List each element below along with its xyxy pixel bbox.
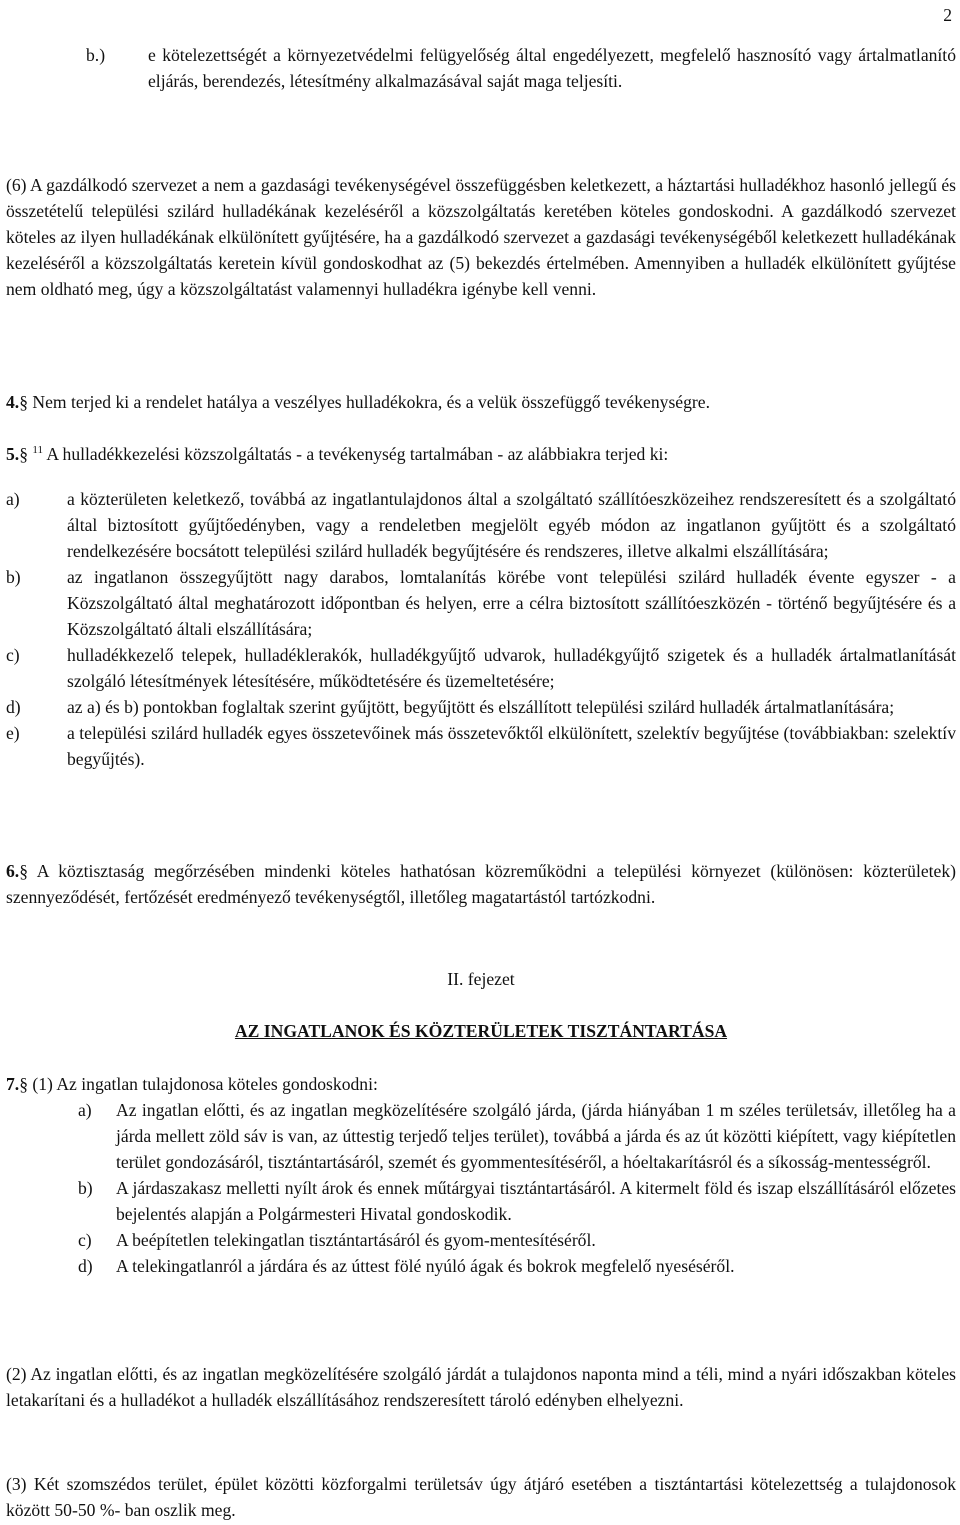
list-item xyxy=(6,1175,956,1227)
section-sign: § xyxy=(19,861,28,881)
list-item-text: az ingatlanon összegyűjtött nagy darabos, lomtalanítás körébe vont települési szilárd hulladék évente egyszer - a Közszolgáltató által meghatározott időpontban és helyen, erre a célra biztosított szállítóeszközén - történő begyűjtésére és a Közszolgáltató általi elszállítására; xyxy=(67,567,956,639)
list-item-label: d) xyxy=(6,697,21,717)
section-6-number: 6. xyxy=(6,861,20,881)
section-7-paragraph-3 xyxy=(6,1471,956,1523)
paragraph-text: (3) Két szomszédos terület, épület közötti közforgalmi területsáv úgy átjáró esetében a tisztántartási kötelezettség a tulajdonosok között 50-50 %- ban oszlik meg. xyxy=(6,1474,956,1520)
list-item xyxy=(6,486,956,564)
list-item-text: A járdaszakasz melletti nyílt árok és ennek műtárgyai tisztántartásáról. A kitermelt föld és iszap elszállításáról előzetes bejelentés alapján a Polgármesteri Hivatal gondoskodik. xyxy=(116,1178,956,1224)
section-5-number: 5. xyxy=(6,444,20,464)
list-item-label: b) xyxy=(78,1178,93,1198)
list-item-text: hulladékkezelő telepek, hulladéklerakók, hulladékgyűjtő udvarok, hulladékgyűjtő szigetek és a hulladék ártalmatlanítását szolgáló létesítmények létesítésére, működtetésére és üzemeltetésére; xyxy=(67,645,956,691)
list-item-text: a települési szilárd hulladék egyes összetevőinek más összetevőktől elkülönített, szelektív begyűjtése (továbbiakban: szelektív begyűjtés). xyxy=(67,723,956,769)
list-item-text: az a) és b) pontokban foglaltak szerint gyűjtött, begyűjtött és elszállított települési szilárd hulladék ártalmatlanítására; xyxy=(67,697,895,717)
footnote-marker: 11 xyxy=(32,444,43,456)
list-item xyxy=(6,694,956,720)
section-7 xyxy=(6,1071,956,1097)
paragraph-6 xyxy=(6,172,956,302)
chapter-title: AZ INGATLANOK ÉS KÖZTERÜLETEK TISZTÁNTARTÁSA xyxy=(234,1021,728,1041)
section-5-list xyxy=(6,486,956,772)
list-item xyxy=(6,1097,956,1175)
section-7-text: (1) Az ingatlan tulajdonosa köteles gondoskodni: xyxy=(28,1074,378,1094)
section-sign: § xyxy=(19,392,28,412)
section-4 xyxy=(6,389,956,415)
section-7-number: 7. xyxy=(6,1074,20,1094)
list-item-text: Az ingatlan előtti, és az ingatlan megközelítésére szolgáló járda, (járda hiányában 1 m széles területsáv, illetőleg ha a járda mellett zöld sáv is van, az úttestig terjedő teljes terület), továbbá a járda és az út közötti kiépített, vagy kiépítetlen terület gondozásáról, tisztántartásáról, szemét és gyommentesítéséről, a hóeltakarításról és a síkosság-mentességről. xyxy=(116,1100,956,1172)
section-4-number: 4. xyxy=(6,392,20,412)
list-item-label: c) xyxy=(6,645,20,665)
item-b xyxy=(6,42,956,94)
list-item-label: a) xyxy=(78,1100,92,1120)
paragraph-text: (2) Az ingatlan előtti, és az ingatlan megközelítésére szolgáló járdát a tulajdonos naponta mind a téli, mind a nyári időszakban köteles letakarítani és a hulladékot a hulladék elszállításához rendszeresített tároló edényben elhelyezni. xyxy=(6,1364,956,1410)
paragraph-6-text: (6) A gazdálkodó szervezet a nem a gazdasági tevékenységével összefüggésben keletkezett, a háztartási hulladékhoz hasonló jellegű és összetételű települési szilárd hulladékának kezeléséről a közszolgáltatás keretében köteles gondoskodni. A gazdálkodó szervezet köteles az ilyen hulladékának elkülönített gyűjtésére, ha a gazdálkodó szervezet a gazdasági tevékenységéből keletkezett hulladékának kezeléséről a közszolgáltatás keretein kívül gondoskodhat az (5) bekezdés értelmében. Amennyiben a hulladék elkülönített gyűjtése nem oldható meg, úgy a közszolgáltatást valamennyi hulladékra igénybe kell venni. xyxy=(6,175,956,299)
list-item-text: A beépítetlen telekingatlan tisztántartásáról és gyom-mentesítéséről. xyxy=(116,1230,596,1250)
section-4-text: Nem terjed ki a rendelet hatálya a veszélyes hulladékokra, és a velük összefüggő tevékenységre. xyxy=(28,392,710,412)
list-item xyxy=(6,1253,956,1279)
page-number: 2 xyxy=(943,5,952,25)
list-item xyxy=(6,564,956,642)
section-5-text: A hulladékkezelési közszolgáltatás - a tevékenység tartalmában - az alábbiakra terjed ki: xyxy=(43,444,669,464)
section-5 xyxy=(6,441,956,467)
list-item-label: a) xyxy=(6,489,20,509)
list-item xyxy=(6,642,956,694)
list-item-label: b) xyxy=(6,567,21,587)
chapter-heading: II. fejezet xyxy=(447,969,515,989)
section-6 xyxy=(6,858,956,910)
item-b-label: b.) xyxy=(86,45,106,65)
list-item-text: a közterületen keletkező, továbbá az ingatlantulajdonos által a szolgáltató szállítóeszközeihez rendszeresített és a szolgáltató által biztosított gyűjtőedényben, vagy a rendeletben megjelölt egyéb módon az ingatlanon gyűjtött és a szolgáltató rendelkezésére bocsátott települési szilárd hulladék begyűjtésére és rendszeres, illetve alkalmi elszállítására; xyxy=(67,489,956,561)
section-sign: § xyxy=(19,1074,28,1094)
section-6-text: A köztisztaság megőrzésében mindenki köteles hathatósan közreműködni a települési környezet (különösen: közterületek) szennyeződését, fertőzését eredményező tevékenységtől, illetőleg magatartástól tartózkodni. xyxy=(6,861,956,907)
list-item xyxy=(6,1227,956,1253)
item-b-text: e kötelezettségét a környezetvédelmi felügyelőség által engedélyezett, megfelelő hasznosító vagy ártalmatlanító eljárás, berendezés, létesítmény alkalmazásával saját maga teljesíti. xyxy=(148,45,956,91)
section-7-list xyxy=(6,1097,956,1279)
list-item-label: d) xyxy=(78,1256,93,1276)
section-sign: § xyxy=(19,444,28,464)
list-item-label: c) xyxy=(78,1230,92,1250)
section-7-paragraph-2 xyxy=(6,1361,956,1413)
list-item xyxy=(6,720,956,772)
list-item-label: e) xyxy=(6,723,20,743)
list-item-text: A telekingatlanról a járdára és az úttest fölé nyúló ágak és bokrok megfelelő nyeséséről. xyxy=(116,1256,735,1276)
